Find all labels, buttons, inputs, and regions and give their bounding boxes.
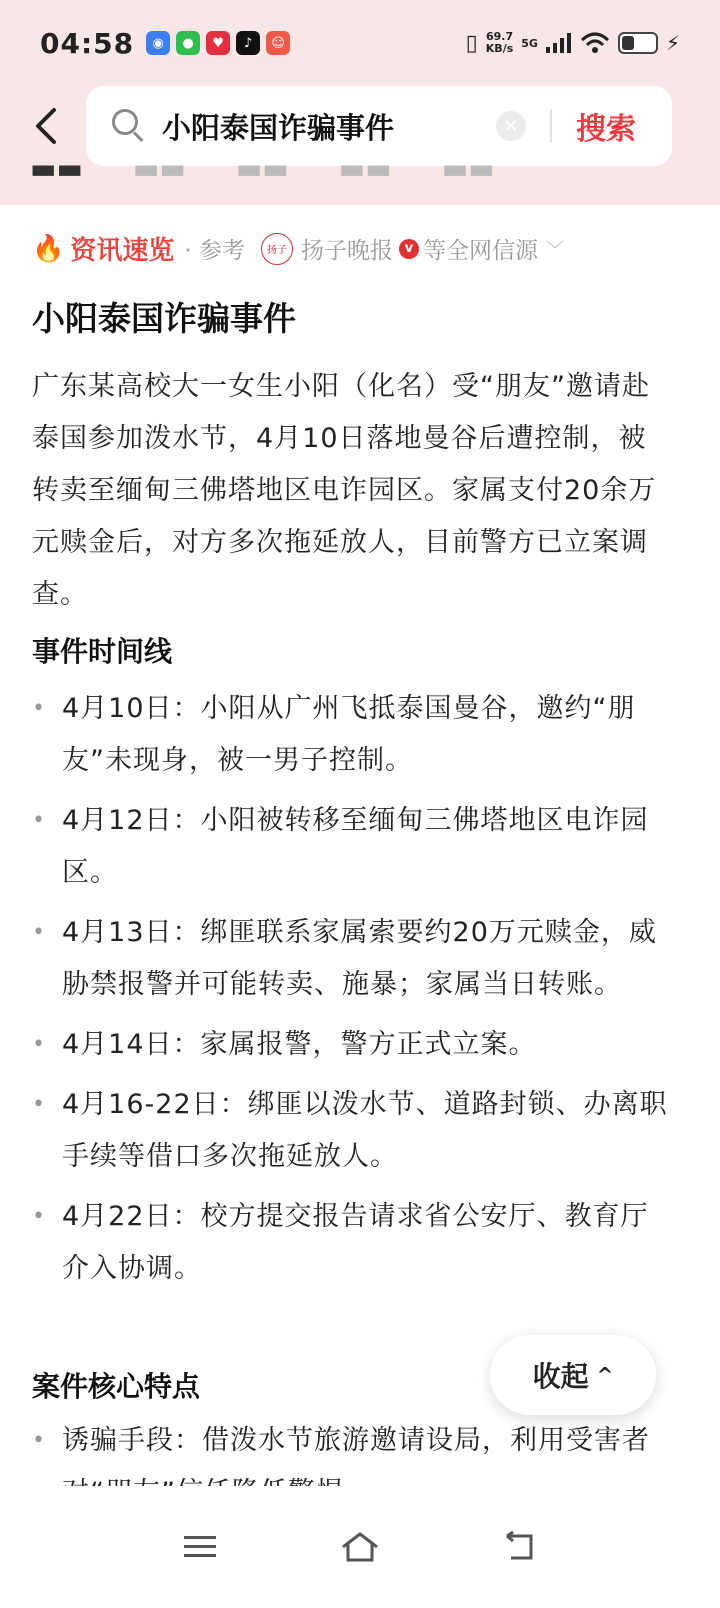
close-icon: ✕	[503, 115, 519, 137]
list-item-text: 4月13日：绑匪联系家属索要约20万元赎金，威胁禁报警并可能转卖、施暴；家属当日转账。	[62, 917, 657, 1000]
timeline-heading: 事件时间线	[32, 635, 173, 668]
back-button[interactable]	[26, 102, 66, 150]
tab-ghost: ▬▬	[30, 152, 83, 185]
list-item: • 4月16-22日：绑匪以泼水节、道路封锁、办离职手续等借口多次拖延放人。	[32, 1079, 672, 1183]
home-icon	[340, 1531, 380, 1563]
home-button[interactable]	[335, 1522, 385, 1572]
reference-prefix: · 参考	[184, 238, 246, 264]
chevron-left-icon	[34, 106, 58, 146]
list-item-text: 4月14日：家属报警，警方正式立案。	[62, 1029, 537, 1060]
tab-bar-hidden	[0, 152, 720, 196]
battery-icon	[618, 32, 658, 54]
collapse-label: 收起	[532, 1360, 589, 1393]
network-speed	[486, 31, 513, 55]
list-item-text: 4月10日：小阳从广州飞抵泰国曼谷，邀约“朋友”未现身，被一男子控制。	[62, 693, 636, 776]
speed-value: 69.7	[485, 30, 514, 43]
status-indicators	[466, 31, 680, 56]
wechat-icon: ●	[176, 31, 200, 55]
tiktok-icon: ♪	[236, 31, 260, 55]
wifi-icon	[580, 32, 610, 54]
search-result-card	[0, 205, 720, 1485]
source-outlet: 扬子晚报	[301, 238, 394, 264]
back-nav-button[interactable]	[495, 1522, 545, 1572]
tab-ghost: ▬▬	[338, 152, 392, 185]
back-icon	[503, 1532, 537, 1562]
list-item-text: 诱骗手段：借泼水节旅游邀请设局，利用受害者	[62, 1425, 650, 1456]
search-submit-button[interactable]: 搜索	[576, 112, 636, 147]
baidu-icon: ◉	[146, 31, 170, 55]
timeline-list	[32, 683, 672, 1303]
source-suffix: 等全网信源	[423, 238, 539, 264]
source-row[interactable]	[32, 230, 564, 267]
article-title: 小阳泰国诈骗事件	[32, 299, 296, 338]
search-input[interactable]	[162, 109, 492, 143]
verified-icon: v	[399, 239, 419, 259]
list-item: • 诱骗手段：借泼水节旅游邀请设局，利用受害者	[32, 1415, 672, 1519]
article-summary: 广东某高校大一女生小阳（化名）受“朋友”邀请赴泰国参加泼水节，4月10日落地曼谷后遭控制，被转卖至缅甸三佛塔地区电诈园区。家属支付20余万元赎金后，对方多次拖延放人，目前警方已立案调查。	[32, 371, 657, 610]
chevron-down-icon: ﹀	[546, 239, 565, 261]
list-item: • 4月22日：校方提交报告请求省公安厅、教育厅介入协调。	[32, 1191, 672, 1295]
system-nav-bar	[0, 1486, 720, 1608]
search-divider	[550, 109, 552, 143]
tab-ghost: ▬▬	[441, 152, 495, 185]
list-item: • 4月13日：绑匪联系家属索要约20万元赎金，威胁禁报警并可能转卖、施暴；家属当日转账。	[32, 907, 672, 1011]
list-item-text: 4月22日：校方提交报告请求省公安厅、教育厅介入协调。	[62, 1201, 649, 1284]
menu-button[interactable]	[175, 1522, 225, 1572]
clear-search-button[interactable]	[496, 111, 526, 141]
game-app-icon: ☺	[266, 31, 290, 55]
notification-icons	[146, 31, 290, 55]
status-bar	[0, 18, 720, 68]
network-type: 5G	[521, 36, 538, 50]
list-item: • 4月14日：家属报警，警方正式立案。	[32, 1019, 672, 1071]
tab-ghost: ▬▬	[132, 152, 186, 185]
xiaohongshu-icon: ♥	[206, 31, 230, 55]
flame-icon: 🔥	[32, 233, 65, 264]
search-icon	[112, 109, 146, 143]
list-item: • 4月12日：小阳被转移至缅甸三佛塔地区电诈园区。	[32, 795, 672, 899]
tab-ghost: ▬▬	[235, 152, 289, 185]
list-item: • 4月10日：小阳从广州飞抵泰国曼谷，邀约“朋友”未现身，被一男子控制。	[32, 683, 672, 787]
speed-unit: KB/s	[485, 42, 514, 55]
clock: 04:58	[40, 26, 135, 60]
chevron-up-icon: ^	[596, 1363, 614, 1387]
vibrate-icon: ▯	[465, 30, 478, 56]
menu-icon	[184, 1534, 216, 1560]
cell-signal-icon	[546, 33, 572, 53]
quick-view-label: 资讯速览	[70, 236, 175, 266]
newspaper-logo-icon: 扬子	[261, 233, 293, 265]
charging-icon: ⚡	[665, 31, 680, 55]
list-item-text: 4月16-22日：绑匪以泼水节、道路封锁、办离职手续等借口多次拖延放人。	[62, 1089, 668, 1172]
collapse-button[interactable]	[490, 1335, 656, 1415]
features-heading: 案件核心特点	[32, 1370, 201, 1403]
list-item-text: 4月12日：小阳被转移至缅甸三佛塔地区电诈园区。	[62, 805, 649, 888]
